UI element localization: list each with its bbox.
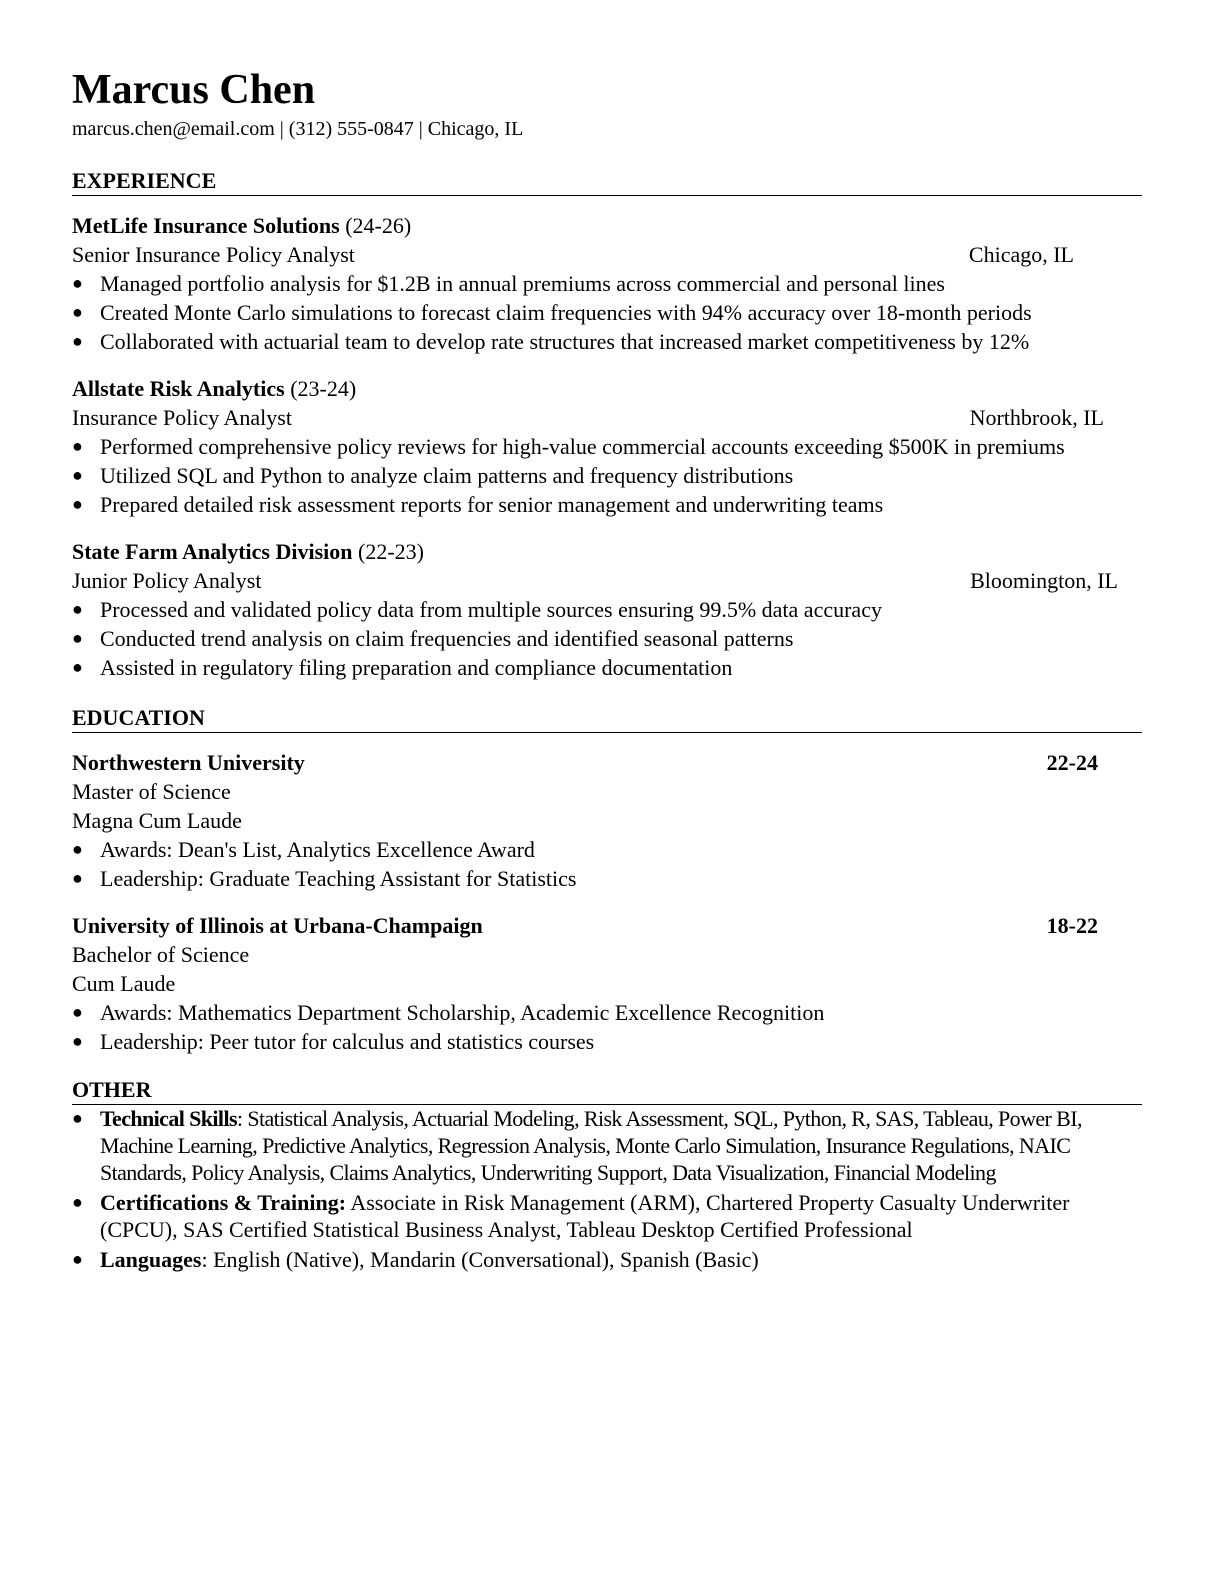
education-heading: EDUCATION bbox=[72, 704, 1142, 733]
job-entry bbox=[72, 374, 1142, 519]
company-name: State Farm Analytics Division bbox=[72, 539, 353, 564]
job-bullet: ● Prepared detailed risk assessment reports for senior management and underwriting teams bbox=[72, 492, 884, 517]
bullet-icon: ● bbox=[72, 1031, 83, 1051]
job-bullet: ● Collaborated with actuarial team to develop rate structures that increased market competitiveness by 12% bbox=[72, 329, 1030, 354]
bullet-icon: ● bbox=[72, 436, 83, 456]
bullet-icon: ● bbox=[72, 628, 83, 648]
honors: Cum Laude bbox=[72, 971, 176, 996]
job-location: Northbrook, IL bbox=[969, 405, 1104, 430]
job-entry bbox=[72, 537, 1142, 682]
job-bullet: ● Performed comprehensive policy reviews for high-value commercial accounts exceeding $500K in premiums bbox=[72, 434, 1065, 459]
resume-page bbox=[72, 64, 1142, 1276]
education-bullet: ● Leadership: Graduate Teaching Assistant for Statistics bbox=[72, 866, 577, 891]
bullet-icon: ● bbox=[72, 868, 83, 888]
company-name: MetLife Insurance Solutions bbox=[72, 213, 340, 238]
bullet-icon: ● bbox=[72, 494, 83, 514]
job-bullet: ● Utilized SQL and Python to analyze claim patterns and frequency distributions bbox=[72, 463, 794, 488]
school-name: Northwestern University bbox=[72, 750, 305, 775]
other-list bbox=[72, 1105, 1142, 1273]
bullet-icon: ● bbox=[72, 839, 83, 859]
bullet-icon: ● bbox=[72, 1192, 83, 1212]
school-name: University of Illinois at Urbana-Champaign bbox=[72, 913, 483, 938]
bullet-icon: ● bbox=[72, 657, 83, 677]
other-item-technical-skills: ● Technical Skills: Statistical Analysis, Actuarial Modeling, Risk Assessment, SQL, Python, R, SAS, Tableau, Power BI, Machine Learning, Predictive Analytics, Regression Analysis, Monte Carlo Simulation, Insurance Regulations, NAIC Standards, Policy Analysis, Claims Analytics, Underwriting Support, Data Visualization, Financial Modeling bbox=[72, 1106, 1082, 1185]
experience-heading: EXPERIENCE bbox=[72, 167, 1142, 196]
job-bullet: ● Conducted trend analysis on claim frequencies and identified seasonal patterns bbox=[72, 626, 794, 651]
other-heading: OTHER bbox=[72, 1076, 1142, 1105]
job-entry bbox=[72, 211, 1142, 356]
candidate-name: Marcus Chen bbox=[72, 67, 316, 113]
bullet-icon: ● bbox=[72, 465, 83, 485]
bullet-icon: ● bbox=[72, 1108, 83, 1128]
job-bullet: ● Assisted in regulatory filing preparation and compliance documentation bbox=[72, 655, 733, 680]
education-bullet: ● Awards: Dean's List, Analytics Excellence Award bbox=[72, 837, 535, 862]
job-title: Senior Insurance Policy Analyst bbox=[72, 242, 355, 267]
job-dates: (23-24) bbox=[290, 376, 357, 401]
school-years: 18-22 bbox=[1046, 913, 1098, 938]
job-title: Insurance Policy Analyst bbox=[72, 405, 292, 430]
education-bullet: ● Awards: Mathematics Department Scholarship, Academic Excellence Recognition bbox=[72, 1000, 825, 1025]
job-location: Chicago, IL bbox=[968, 242, 1074, 267]
bullet-icon: ● bbox=[72, 1249, 83, 1269]
job-bullet: ● Processed and validated policy data from multiple sources ensuring 99.5% data accuracy bbox=[72, 597, 882, 622]
education-entry bbox=[72, 748, 1142, 893]
job-location: Bloomington, IL bbox=[970, 568, 1118, 593]
school-years: 22-24 bbox=[1046, 750, 1098, 775]
job-title: Junior Policy Analyst bbox=[72, 568, 262, 593]
bullet-icon: ● bbox=[72, 599, 83, 619]
job-dates: (22-23) bbox=[358, 539, 424, 564]
job-bullet: ● Created Monte Carlo simulations to forecast claim frequencies with 94% accuracy over 18-month periods bbox=[72, 300, 1032, 325]
education-bullet: ● Leadership: Peer tutor for calculus and statistics courses bbox=[72, 1029, 595, 1054]
honors: Magna Cum Laude bbox=[72, 808, 242, 833]
other-item-languages: ● Languages: English (Native), Mandarin (Conversational), Spanish (Basic) bbox=[72, 1247, 759, 1272]
education-entry bbox=[72, 911, 1142, 1056]
degree: Bachelor of Science bbox=[72, 942, 250, 967]
bullet-icon: ● bbox=[72, 1002, 83, 1022]
company-name: Allstate Risk Analytics bbox=[72, 376, 285, 401]
degree: Master of Science bbox=[72, 779, 231, 804]
contact-line: marcus.chen@email.com | (312) 555-0847 | Chicago, IL bbox=[72, 118, 524, 140]
bullet-icon: ● bbox=[72, 331, 83, 351]
bullet-icon: ● bbox=[72, 302, 83, 322]
other-item-certifications: ● Certifications & Training: Associate in Risk Management (ARM), Chartered Property Casualty Underwriter (CPCU), SAS Certified Statistical Business Analyst, Tableau Desktop Certified Professional bbox=[72, 1190, 1070, 1242]
job-dates: (24-26) bbox=[345, 213, 412, 238]
bullet-icon: ● bbox=[72, 273, 83, 293]
job-bullet: ● Managed portfolio analysis for $1.2B in annual premiums across commercial and personal lines bbox=[72, 271, 945, 296]
